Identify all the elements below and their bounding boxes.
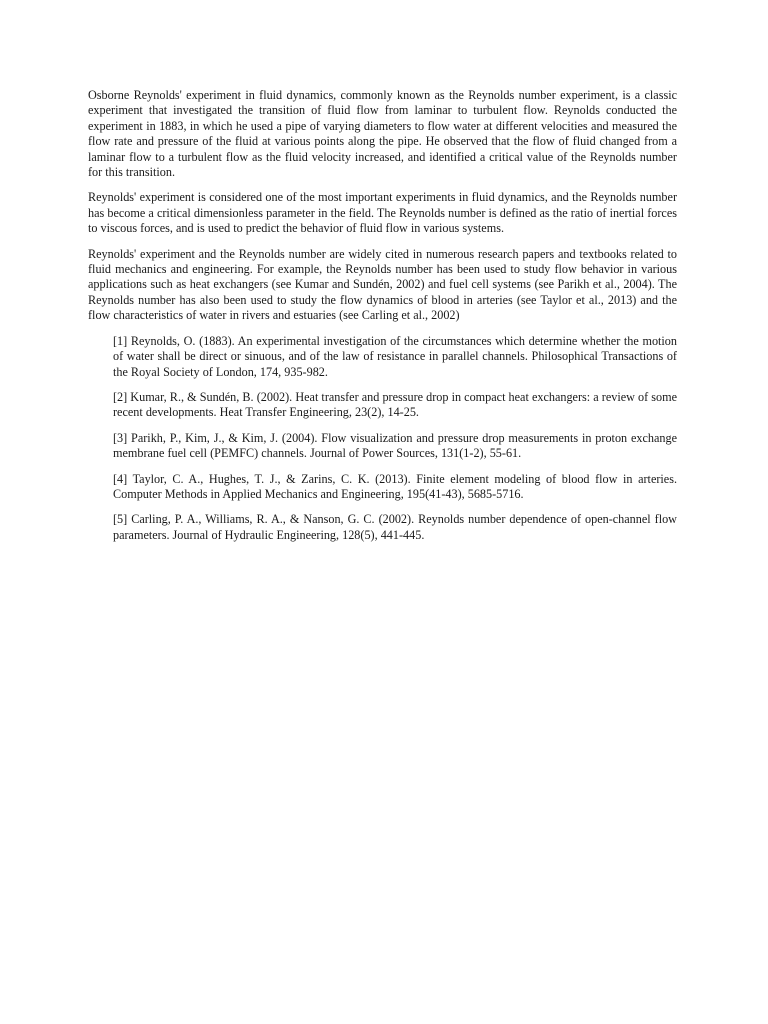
reference-item-1: [1] Reynolds, O. (1883). An experimental investigation of the circumstances which determine whether the motion of water shall be direct or sinuous, and of the law of resistance in parallel channels. Philosophical Transactions of the Royal Society of London, 174, 935-982. [113,333,677,379]
reference-list [88,334,677,543]
document-body [88,88,677,553]
reference-item-2: [2] Kumar, R., & Sundén, B. (2002). Heat transfer and pressure drop in compact heat exchangers: a review of some recent developments. Heat Transfer Engineering, 23(2), 14-25. [113,389,677,420]
paragraph-intro: Osborne Reynolds' experiment in fluid dynamics, commonly known as the Reynolds number experiment, is a classic experiment that investigated the transition of fluid flow from laminar to turbulent flow. Reynolds conducted the experiment in 1883, in which he used a pipe of varying diameters to flow water at different velocities and measured the flow rate and pressure of the fluid at various points along the pipe. He observed that the flow of fluid changed from a laminar flow to a turbulent flow as the fluid velocity increased, and identified a critical value of the Reynolds number for this transition. [88,88,677,180]
reference-item-3: [3] Parikh, P., Kim, J., & Kim, J. (2004). Flow visualization and pressure drop measurements in proton exchange membrane fuel cell (PEMFC) channels. Journal of Power Sources, 131(1-2), 55-61. [113,430,677,461]
reference-item-5: [5] Carling, P. A., Williams, R. A., & Nanson, G. C. (2002). Reynolds number dependence of open-channel flow parameters. Journal of Hydraulic Engineering, 128(5), 441-445. [113,512,677,542]
paragraph-importance: Reynolds' experiment is considered one of the most important experiments in fluid dynamics, and the Reynolds number has become a critical dimensionless parameter in the field. The Reynolds number is defined as the ratio of inertial forces to viscous forces, and is used to predict the behavior of fluid flow in various systems. [88,190,677,236]
reference-item-4: [4] Taylor, C. A., Hughes, T. J., & Zarins, C. K. (2013). Finite element modeling of blood flow in arteries. Computer Methods in Applied Mechanics and Engineering, 195(41-43), 5685-5716. [113,471,677,501]
paragraph-citations: Reynolds' experiment and the Reynolds number are widely cited in numerous research papers and textbooks related to fluid mechanics and engineering. For example, the Reynolds number has been used to study flow behavior in various applications such as heat exchangers (see Kumar and Sundén, 2002) and fuel cell systems (see Parikh et al., 2004). The Reynolds number has also been used to study the flow dynamics of blood in arteries (see Taylor et al., 2013) and the flow characteristics of water in rivers and estuaries (see Carling et al., 2002) [88,246,677,323]
